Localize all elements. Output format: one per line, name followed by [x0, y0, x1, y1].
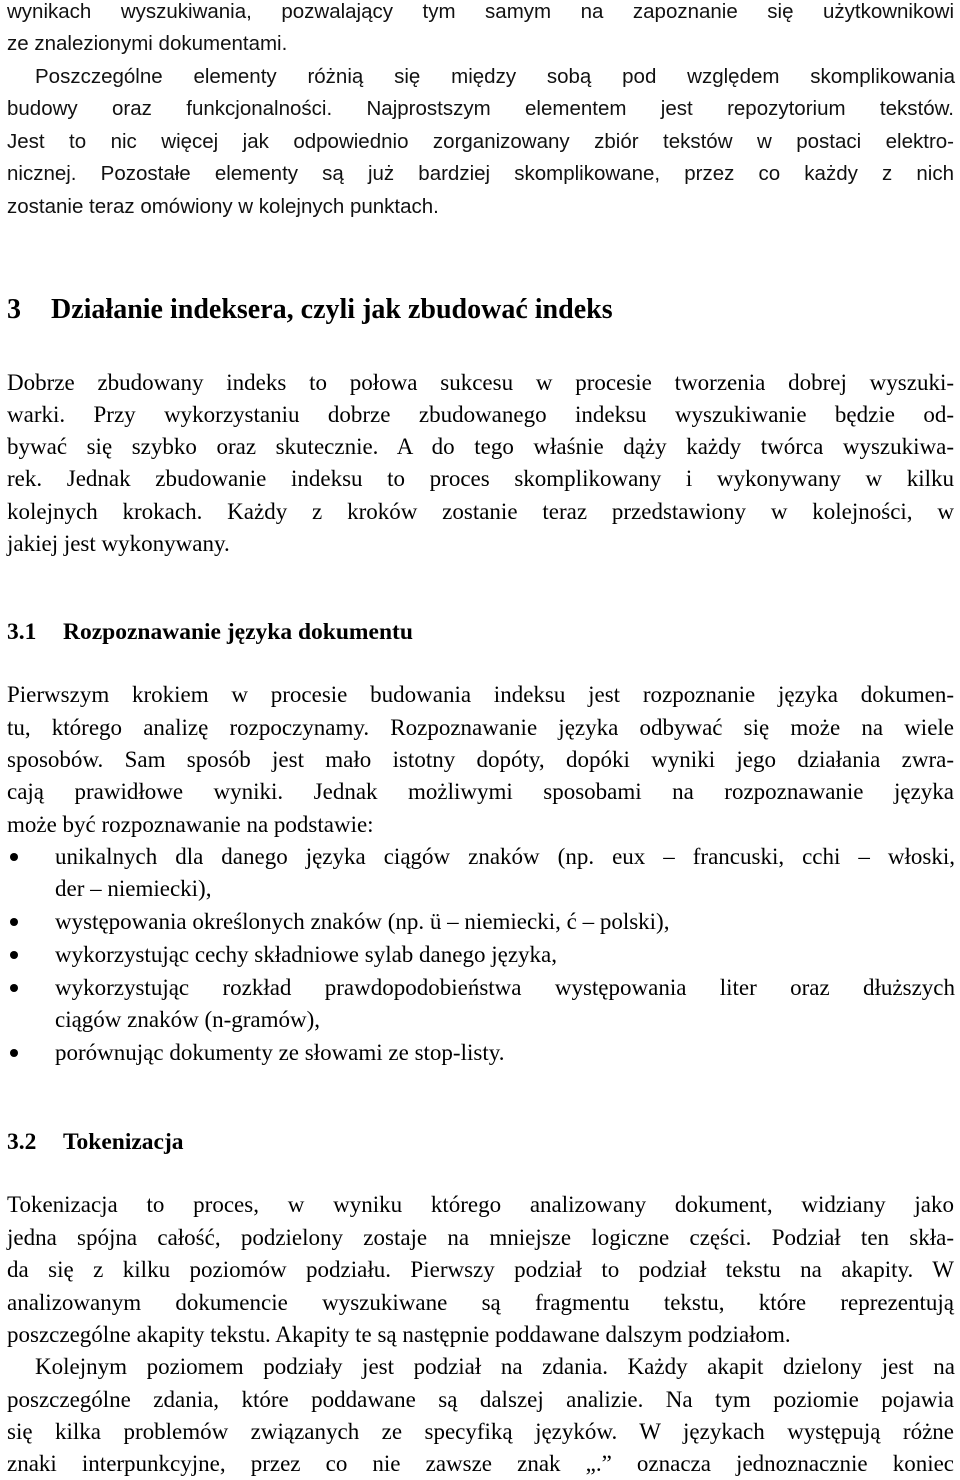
list-item-continuation: ciągów znaków (n-gramów),	[55, 1007, 321, 1032]
paragraph-line: sposobów. Sam sposób jest mało istotny dopóty, dopóki wyniki jego działania zwra-	[7, 747, 954, 772]
list-item: porównując dokumenty ze słowami ze stop-listy.	[55, 1040, 505, 1065]
paragraph-line: rek. Jednak zbudowanie indeksu to proces skomplikowany i wykonywany w kilku	[7, 466, 954, 491]
section-number: 3.1	[7, 619, 37, 645]
paragraph-line: może być rozpoznawanie na podstawie:	[7, 812, 374, 837]
intro-line: zostanie teraz omówiony w kolejnych punktach.	[7, 195, 439, 218]
list-item: występowania określonych znaków (np. ü – niemiecki, ć – polski),	[55, 909, 670, 934]
bullet-icon	[7, 1046, 21, 1060]
section-3-heading	[7, 294, 613, 326]
list-item: unikalnych dla danego języka ciągów znaków (np. eux – francuski, cchi – włoski,	[55, 844, 955, 869]
list-item: wykorzystując cechy składniowe sylab danego języka,	[55, 942, 557, 967]
section-3-1-heading	[7, 619, 413, 646]
section-number: 3	[7, 294, 21, 325]
section-title: Tokenizacja	[63, 1129, 184, 1155]
intro-line: Jest to nic więcej jak odpowiednio zorganizowany zbiór tekstów w postaci elektro-	[7, 130, 954, 153]
intro-line: wynikach wyszukiwania, pozwalający tym samym na zapoznanie się użytkownikowi	[7, 0, 954, 23]
paragraph-line: Pierwszym krokiem w procesie budowania indeksu jest rozpoznanie języka dokumen-	[7, 682, 954, 707]
section-title: Działanie indeksera, czyli jak zbudować indeks	[51, 294, 613, 325]
bullet-icon	[7, 915, 21, 929]
paragraph-line: Kolejnym poziomem podziały jest podział na zdania. Każdy akapit dzielony jest na	[35, 1354, 955, 1379]
paragraph-line: warki. Przy wykorzystaniu dobrze zbudowanego indeksu wyszukiwanie będzie od-	[7, 402, 954, 427]
paragraph-line: tu, którego analizę rozpoczynamy. Rozpoznawanie języka odbywać się może na wiele	[7, 715, 954, 740]
section-number: 3.2	[7, 1129, 37, 1155]
paragraph-line: się kilka problemów związanych ze specyfiką języków. W językach występują różne	[7, 1419, 954, 1444]
paragraph-line: poszczególne zdania, które poddawane są dalszej analizie. Na tym poziomie pojawia	[7, 1387, 954, 1412]
intro-line: nicznej. Pozostałe elementy są już bardziej skomplikowane, przez co każdy z nich	[7, 162, 954, 185]
paragraph-line: analizowanym dokumencie wyszukiwane są fragmentu tekstu, które reprezentują	[7, 1290, 954, 1315]
paragraph-line: bywać się szybko oraz skutecznie. A do tego właśnie dąży każdy twórca wyszukiwa-	[7, 434, 954, 459]
section-3-2-heading	[7, 1129, 184, 1156]
bullet-icon	[7, 948, 21, 962]
intro-line: ze znalezionymi dokumentami.	[7, 32, 288, 55]
paragraph-line: jakiej jest wykonywany.	[7, 531, 230, 556]
paragraph-line: Tokenizacja to proces, w wyniku którego analizowany dokument, widziany jako	[7, 1192, 954, 1217]
intro-line: Poszczególne elementy różnią się między sobą pod względem skomplikowania	[35, 65, 955, 88]
paragraph-line: poszczególne akapity tekstu. Akapity te są następnie poddawane dalszym podziałom.	[7, 1322, 791, 1347]
paragraph-line: Dobrze zbudowany indeks to połowa sukcesu w procesie tworzenia dobrej wyszuki-	[7, 370, 954, 395]
bullet-icon	[7, 850, 21, 864]
bullet-icon	[7, 981, 21, 995]
paragraph-line: jedna spójna całość, podzielony zostaje na mniejsze logiczne części. Podział ten skła-	[7, 1225, 954, 1250]
intro-line: budowy oraz funkcjonalności. Najprostszym elementem jest repozytorium tekstów.	[7, 97, 954, 120]
paragraph-line: da się z kilku poziomów podziału. Pierwszy podział to podział tekstu na akapity. W	[7, 1257, 954, 1282]
paragraph-line: kolejnych krokach. Każdy z kroków zostanie teraz przedstawiony w kolejności, w	[7, 499, 954, 524]
list-item: wykorzystując rozkład prawdopodobieństwa występowania liter oraz dłuższych	[55, 975, 955, 1000]
section-title: Rozpoznawanie języka dokumentu	[63, 619, 413, 645]
paragraph-line: cają prawidłowe wyniki. Jednak możliwymi sposobami na rozpoznawanie języka	[7, 779, 954, 804]
paragraph-line: znaki interpunkcyjne, przez co nie zawsze znak „.” oznacza jednoznacznie koniec	[7, 1451, 954, 1476]
list-item-continuation: der – niemiecki),	[55, 876, 212, 901]
